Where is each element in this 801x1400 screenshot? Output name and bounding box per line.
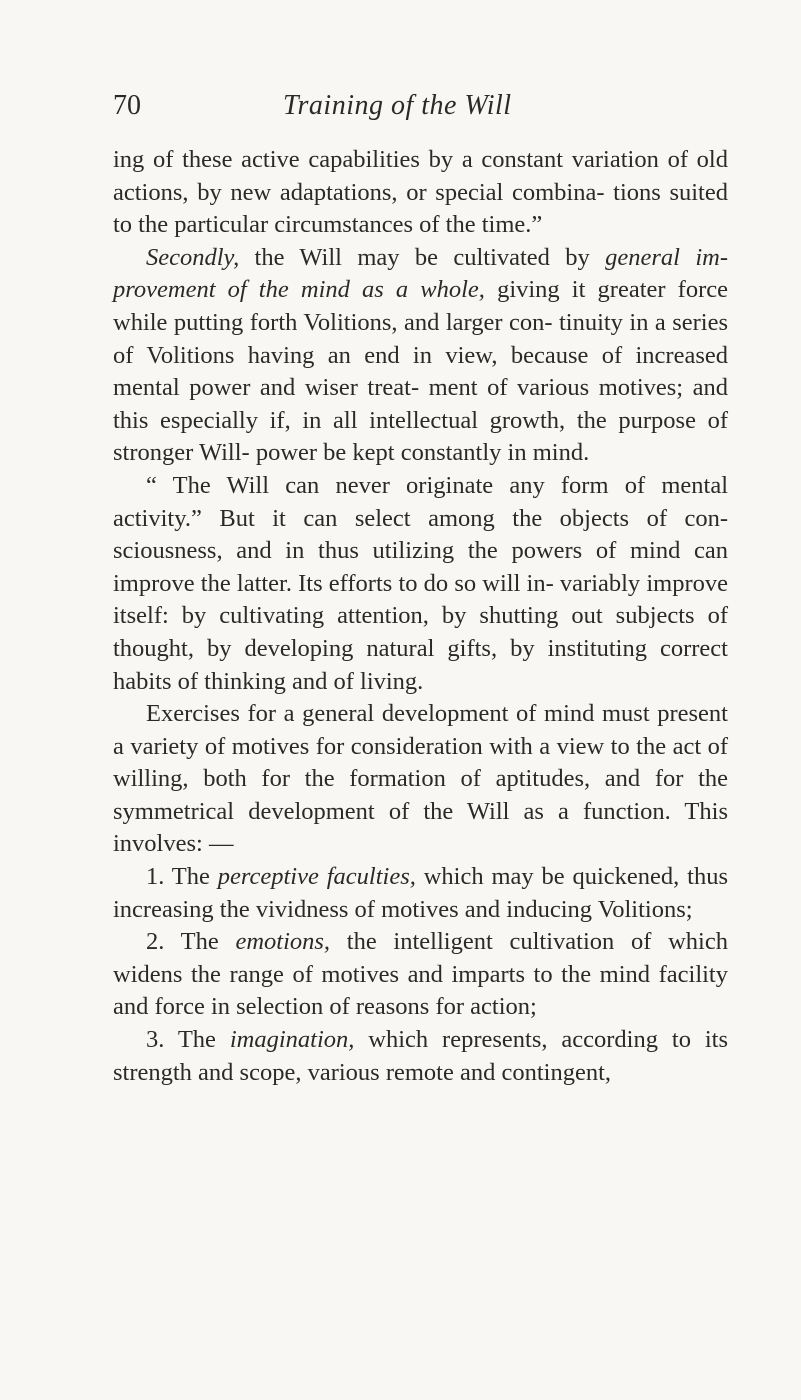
italic-run: general im- provement of the mind as a whole, bbox=[113, 243, 728, 304]
text-run: “ The Will can never originate any form of mental activity.” But it can select among the objects of con- sciousness, and in thus utilizing the powers of mind can improve the latter. Its efforts to do so will in- variably improve itself: by cultivating attention, by shutting out subjects of thought, by developing natural gifts, by instituting correct habits of thinking and of living. bbox=[113, 471, 728, 695]
body-text bbox=[113, 144, 728, 1089]
page-number: 70 bbox=[113, 90, 141, 121]
text-run: the intelligent cultivation of which widens the range of motives and imparts to the mind facility and force in selection of reasons for action; bbox=[113, 928, 728, 1021]
paragraph-3 bbox=[113, 470, 728, 698]
paragraph-4 bbox=[113, 698, 728, 861]
list-item-1 bbox=[113, 861, 728, 926]
list-item-3 bbox=[113, 1024, 728, 1089]
text-run: the Will may be cultivated by bbox=[239, 243, 606, 271]
italic-run: Secondly, bbox=[146, 243, 240, 271]
paragraph-1 bbox=[113, 144, 728, 242]
italic-run: emotions, bbox=[235, 928, 331, 956]
text-run: Exercises for a general development of mind must present a variety of motives for consideration with a view to the act of willing, both for the formation of aptitudes, and for the symmetrical development of the Will as a function. This involves: — bbox=[113, 700, 728, 858]
text-run: ing of these active capabilities by a constant variation of old actions, by new adaptations, or special combina- tions suited to the particular circumstances of the time.” bbox=[113, 146, 728, 239]
running-title: Training of the Will bbox=[283, 90, 512, 121]
running-head bbox=[113, 86, 728, 126]
text-run: 2. The bbox=[146, 928, 236, 956]
text-run: which may be quickened, thus increasing the vividness of motives and inducing Volitions; bbox=[113, 863, 728, 923]
italic-run: imagination, bbox=[229, 1026, 355, 1054]
text-run: 1. The bbox=[146, 863, 218, 891]
list-item-2 bbox=[113, 926, 728, 1024]
italic-run: perceptive faculties, bbox=[217, 863, 416, 891]
paragraph-2 bbox=[113, 242, 728, 470]
text-run: which represents, according to its strength and scope, various remote and contingent, bbox=[113, 1026, 728, 1086]
text-run: 3. The bbox=[146, 1026, 230, 1054]
text-run: giving it greater force while putting forth Volitions, and larger con- tinuity in a series of Volitions having an end in view, because of increased mental power and wiser treat- ment of various motives; and this especially if, in all intellectual growth, the purpose of stronger Will- power be kept constantly in mind. bbox=[113, 276, 728, 467]
